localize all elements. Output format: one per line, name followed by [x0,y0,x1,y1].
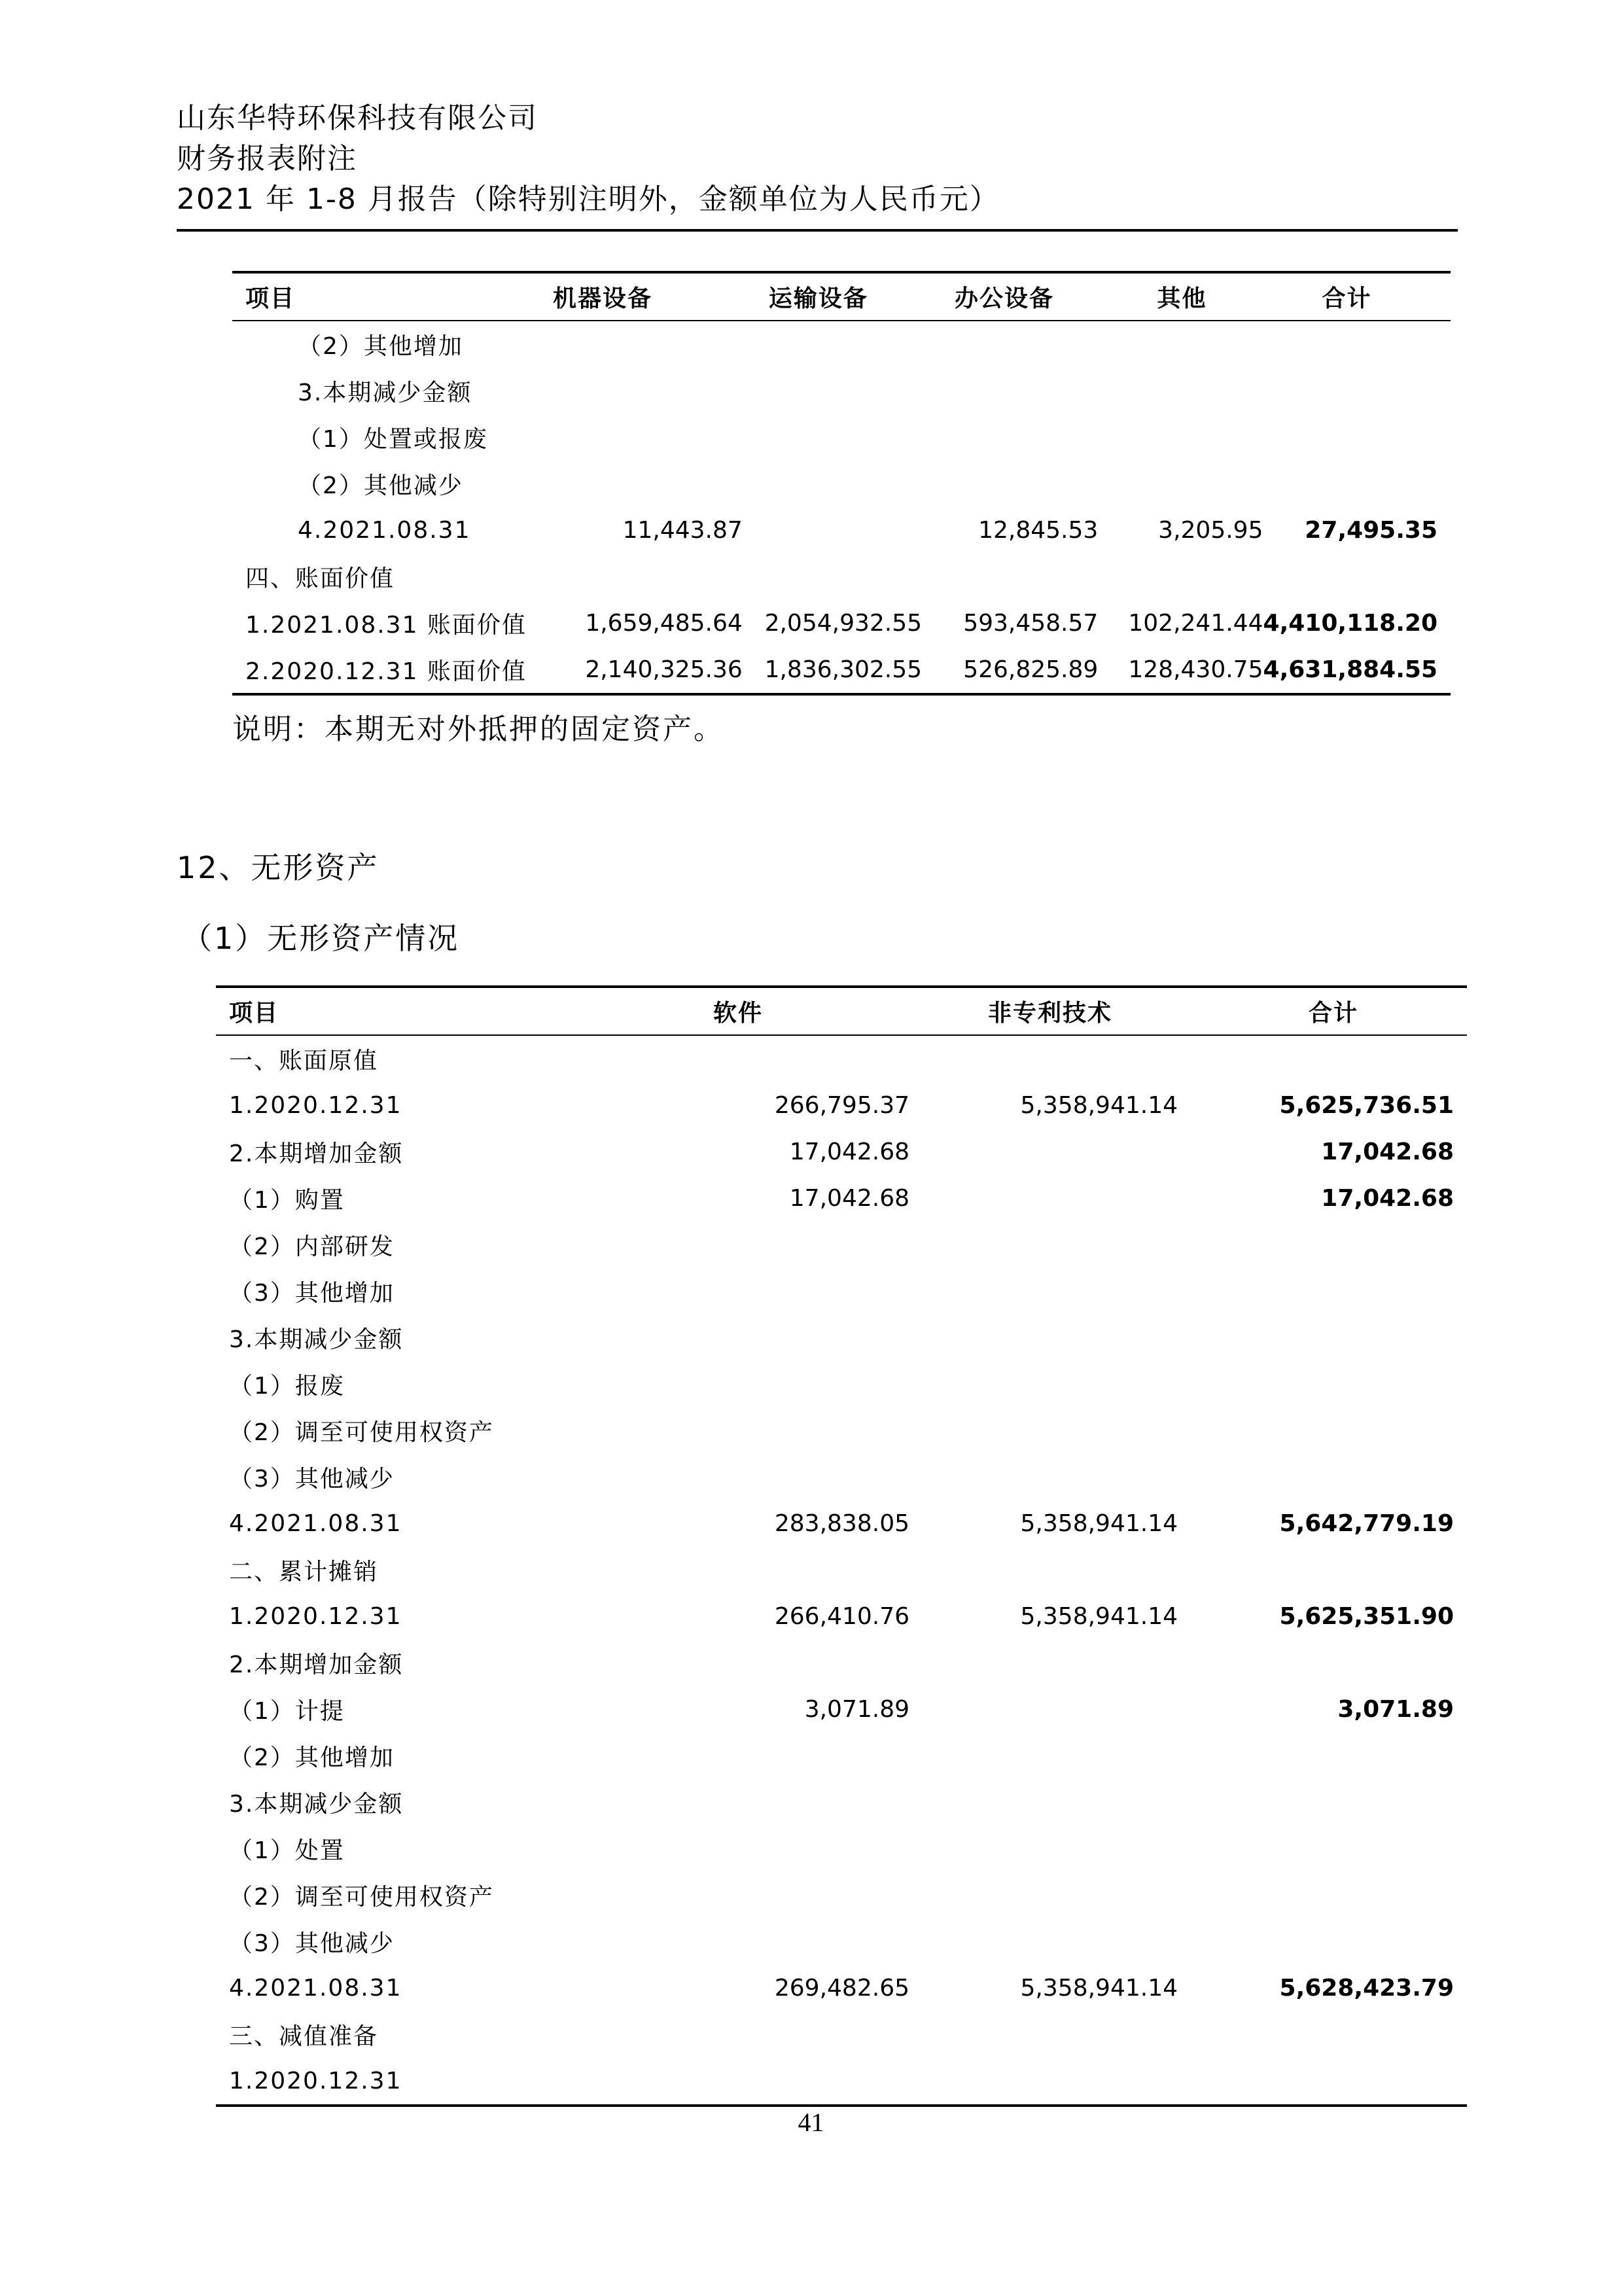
cell-value [648,1733,909,1779]
cell-value [1178,1268,1467,1315]
row-label: （2）调至可使用权资产 [229,1884,494,1911]
table-row [216,1779,1467,1826]
table-row [216,1500,1467,1547]
table-row [232,414,1451,461]
cell-value [909,1918,1178,1965]
cell-value [909,1407,1178,1454]
cell-value [743,414,922,461]
cell-value [648,1547,909,1593]
row-label: （1）处置 [229,1837,345,1864]
subsection-title: （1）无形资产情况 [182,921,460,956]
cell-value [922,461,1098,507]
cell-value [909,2058,1178,2106]
note-text: 说明：本期无对外抵押的固定资产。 [232,713,724,746]
cell-value: 5,625,351.90 [1279,1603,1454,1630]
cell-value: 12,845.53 [978,517,1099,544]
table-row [216,2058,1467,2106]
table-row [232,646,1451,694]
cell-value [648,2011,909,2058]
cell-value: 269,482.65 [774,1975,909,2002]
cell-value: 1,836,302.55 [764,656,923,683]
row-label: 三、减值准备 [229,2023,379,2050]
table-header-row [216,987,1467,1035]
cell-value [527,321,743,368]
cell-value [1263,321,1451,368]
fixed-assets-table [232,271,1451,696]
cell-value [1178,1733,1467,1779]
cell-value [1178,2011,1467,2058]
cell-value: 1,659,485.64 [585,610,743,637]
table-row [216,1965,1467,2011]
cell-value: 17,042.68 [1321,1139,1454,1165]
cell-value [1263,368,1451,414]
cell-value [648,1361,909,1407]
cell-value [1178,1222,1467,1268]
cell-value [1178,1407,1467,1454]
cell-value [743,321,922,368]
cell-value: 266,410.76 [774,1603,909,1630]
cell-value [648,1222,909,1268]
cell-value [909,1035,1178,1082]
table-row [216,1547,1467,1593]
cell-value [922,414,1098,461]
table-row [232,507,1451,554]
cell-value [648,1315,909,1361]
row-label: （2）其他增加 [298,333,463,360]
row-label: 二、累计摊销 [229,1559,379,1585]
cell-value [1178,1035,1467,1082]
cell-value [1263,554,1451,600]
cell-value: 11,443.87 [622,517,743,544]
cell-value [648,1035,909,1082]
cell-value [909,1640,1178,1686]
cell-value: 283,838.05 [774,1510,909,1537]
cell-value [743,461,922,507]
table-row [216,1268,1467,1315]
page-header [177,98,1458,220]
header-divider [177,229,1458,232]
row-label: （3）其他减少 [229,1930,395,1957]
cell-value [909,1686,1178,1733]
cell-value [648,1640,909,1686]
row-label: 四、账面价值 [245,565,395,592]
cell-value: 3,071.89 [804,1696,909,1723]
cell-value [648,1268,909,1315]
cell-value [909,1175,1178,1222]
table-row [216,1640,1467,1686]
table-row [216,1315,1467,1361]
row-label: （1）报废 [229,1373,345,1400]
cell-value: 17,042.68 [789,1185,909,1212]
cell-value: 102,241.44 [1128,610,1263,637]
table-row [216,2011,1467,2058]
cell-value: 5,358,941.14 [1020,1092,1178,1119]
cell-value [743,507,922,554]
cell-value [922,321,1098,368]
period-note: 2021 年 1-8 月报告（除特别注明外，金额单位为人民币元） [177,183,1000,216]
table-row [216,1175,1467,1222]
table-row [216,1035,1467,1082]
row-label: 4.2021.08.31 [229,1510,402,1537]
cell-value [1098,414,1263,461]
table-row [232,368,1451,414]
row-label: 3.本期减少金额 [229,1791,404,1818]
table-row [216,1361,1467,1407]
cell-value: 2,054,932.55 [764,610,923,637]
table-header-row [232,272,1451,321]
cell-value [648,1918,909,1965]
cell-value [909,1361,1178,1407]
cell-value [1178,1361,1467,1407]
row-label: （2）调至可使用权资产 [229,1419,494,1446]
cell-value [1178,1454,1467,1500]
cell-value: 5,642,779.19 [1279,1510,1454,1537]
cell-value [909,1826,1178,1872]
table-row [216,1872,1467,1918]
intangible-assets-table [216,985,1467,2107]
table-row [232,461,1451,507]
cell-value: 17,042.68 [789,1139,909,1165]
cell-value [922,368,1098,414]
cell-value [1178,1315,1467,1361]
table-row [232,554,1451,600]
row-label: （3）其他增加 [229,1280,395,1307]
cell-value [1263,414,1451,461]
cell-value: 3,205.95 [1158,517,1263,544]
table-row [216,1222,1467,1268]
row-label: 2.本期增加金额 [229,1651,404,1678]
row-label: 1.2020.12.31 [229,2068,402,2094]
cell-value: 5,358,941.14 [1020,1975,1178,2002]
cell-value [1098,321,1263,368]
cell-value: 2,140,325.36 [585,656,743,683]
column-header-transport: 运输设备 [768,285,868,312]
cell-value [909,1315,1178,1361]
cell-value [1178,2058,1467,2106]
cell-value [1098,368,1263,414]
column-header-non-patent: 非专利技术 [988,1000,1113,1027]
company-name: 山东华特环保科技有限公司 [177,101,538,135]
cell-value [1178,1918,1467,1965]
cell-value [1178,1547,1467,1593]
row-label: 3.本期减少金额 [298,380,472,406]
table-row [216,1082,1467,1129]
cell-value [1178,1779,1467,1826]
table-row [216,1407,1467,1454]
column-header-item: 项目 [245,285,296,312]
column-header-item: 项目 [229,1000,279,1027]
cell-value [743,554,922,600]
cell-value [527,414,743,461]
row-label: （3）其他减少 [229,1466,395,1492]
document-title: 财务报表附注 [177,142,357,175]
table-row [232,600,1451,646]
row-label: 1.2021.08.31 账面价值 [245,612,527,639]
table-row [232,321,1451,368]
cell-value: 5,628,423.79 [1279,1975,1454,2002]
cell-value [648,1872,909,1918]
column-header-total: 合计 [1322,285,1372,312]
row-label: 4.2021.08.31 [229,1975,402,2002]
table-row [216,1129,1467,1175]
row-label: 2.2020.12.31 账面价值 [245,658,527,685]
section-title: 12、无形资产 [177,850,379,885]
cell-value [922,554,1098,600]
row-label: （2）其他减少 [298,472,463,499]
cell-value: 4,631,884.55 [1263,656,1437,683]
row-label: （1）购置 [229,1187,345,1214]
cell-value: 4,410,118.20 [1263,610,1437,637]
cell-value [909,1872,1178,1918]
cell-value [527,461,743,507]
cell-value [1178,1826,1467,1872]
cell-value: 593,458.57 [963,610,1099,637]
cell-value: 5,358,941.14 [1020,1603,1178,1630]
cell-value: 266,795.37 [774,1092,909,1119]
column-header-office: 办公设备 [955,285,1055,312]
row-label: 3.本期减少金额 [229,1326,404,1353]
column-header-total: 合计 [1309,1000,1359,1027]
table-row [216,1454,1467,1500]
column-header-software: 软件 [713,1000,764,1027]
table-row [216,1733,1467,1779]
row-label: 1.2020.12.31 [229,1603,402,1630]
cell-value [648,2058,909,2106]
row-label: （2）内部研发 [229,1233,395,1260]
cell-value: 3,071.89 [1337,1696,1454,1723]
cell-value [1263,461,1451,507]
row-label: （2）其他增加 [229,1744,395,1771]
column-header-machinery: 机器设备 [552,285,652,312]
row-label: 一、账面原值 [229,1048,379,1074]
cell-value [1178,1640,1467,1686]
cell-value [909,1129,1178,1175]
table-row [216,1826,1467,1872]
cell-value [648,1779,909,1826]
cell-value [743,368,922,414]
cell-value [648,1407,909,1454]
row-label: （1）计提 [229,1698,345,1725]
cell-value: 27,495.35 [1305,517,1437,544]
row-label: （1）处置或报废 [298,426,488,453]
row-label: 2.本期增加金额 [229,1140,404,1167]
cell-value: 128,430.75 [1128,656,1263,683]
cell-value [909,1222,1178,1268]
cell-value [648,1826,909,1872]
cell-value [1178,1872,1467,1918]
table-row [216,1593,1467,1640]
cell-value [909,1268,1178,1315]
cell-value [527,368,743,414]
cell-value [909,1779,1178,1826]
cell-value [1098,461,1263,507]
table-row [216,1686,1467,1733]
row-label: 1.2020.12.31 [229,1092,402,1119]
row-label: 4.2021.08.31 [298,517,471,544]
page-number: 41 [798,2108,824,2137]
cell-value [909,1733,1178,1779]
cell-value: 5,358,941.14 [1020,1510,1178,1537]
cell-value [909,2011,1178,2058]
cell-value [909,1454,1178,1500]
column-header-other: 其他 [1157,285,1207,312]
cell-value [1098,554,1263,600]
cell-value: 17,042.68 [1321,1185,1454,1212]
cell-value [648,1454,909,1500]
cell-value [909,1547,1178,1593]
cell-value: 5,625,736.51 [1279,1092,1454,1119]
cell-value: 526,825.89 [963,656,1099,683]
table-row [216,1918,1467,1965]
cell-value [527,554,743,600]
